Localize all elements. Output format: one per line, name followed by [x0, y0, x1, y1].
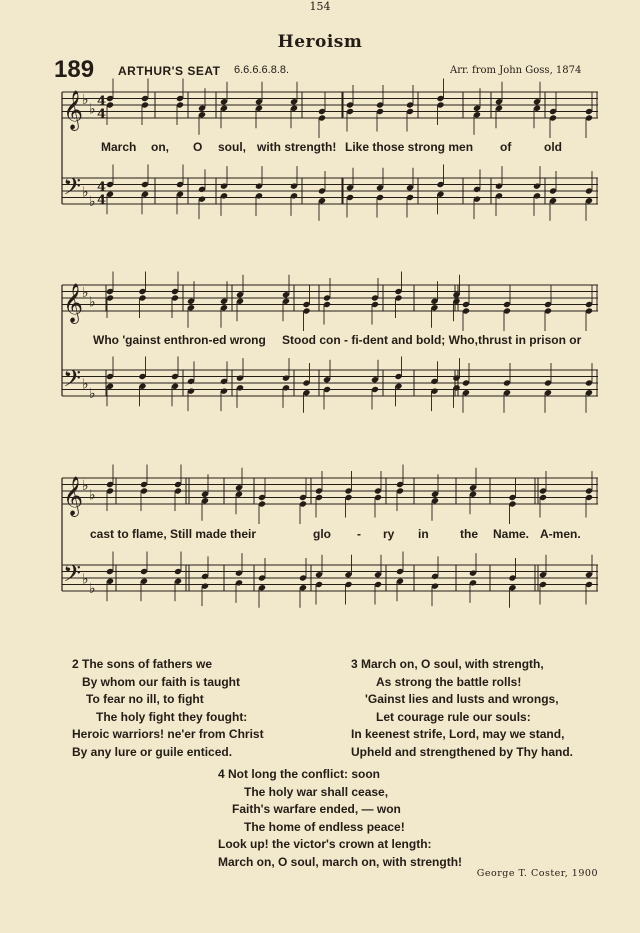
time-signature-top: 4 [97, 180, 107, 195]
verse-line: To fear no ill, to fight [86, 692, 204, 707]
lyric-word: the [460, 527, 478, 541]
verse-line: The home of endless peace! [244, 819, 405, 834]
verse-line: 3 March on, O soul, with strength, [351, 657, 544, 671]
verse-line: Let courage rule our souls: [376, 709, 531, 724]
verse-line: Heroic warriors! ne'er from Christ [72, 727, 264, 742]
treble-clef-icon: 𝄞 [63, 90, 84, 130]
section-title: Heroism [277, 32, 363, 52]
flat-icon: ♭ [89, 194, 96, 211]
flat-icon: ♭ [89, 386, 96, 403]
flat-icon: ♭ [89, 581, 96, 598]
lyric-word: with strength! [257, 140, 337, 154]
flat-icon: ♭ [82, 184, 89, 201]
treble-clef-icon: 𝄞 [63, 283, 84, 323]
flat-icon: ♭ [89, 487, 96, 504]
verse-line: In keenest strife, Lord, may we stand, [351, 727, 565, 742]
lyric-word: - [357, 527, 361, 541]
flat-icon: ♭ [82, 571, 89, 588]
verse-line: Upheld and strengthened by Thy hand. [351, 744, 574, 759]
page-number: 154 [309, 0, 331, 13]
verse-3 [351, 656, 573, 762]
tune-name: ARTHUR'S SEAT [118, 64, 221, 78]
flat-icon: ♭ [89, 101, 96, 118]
lyric-word: O [193, 140, 203, 154]
flat-icon: ♭ [82, 376, 89, 393]
lyric-word: March [101, 140, 137, 154]
time-signature-top: 4 [97, 94, 107, 109]
verse-2 [72, 656, 264, 762]
bass-clef-icon: 𝄢 [63, 172, 82, 206]
verse-line: Look up! the victor's crown at length: [218, 837, 432, 852]
bass-clef-icon: 𝄢 [63, 364, 82, 398]
lyric-word: Name. [493, 527, 530, 541]
lyric-word: soul, [218, 140, 247, 154]
flat-icon: ♭ [82, 284, 89, 301]
verse-line: Faith's warfare ended, — won [232, 802, 401, 817]
verse-line: The holy war shall cease, [244, 784, 389, 799]
lyric-word: of [500, 140, 512, 154]
verse-line: March on, O soul, march on, with strength! [218, 854, 463, 869]
lyric-line: cast to flame, Still made their [90, 527, 257, 541]
time-signature-bottom: 4 [97, 107, 107, 122]
verse-line: 2 The sons of fathers we [72, 657, 213, 671]
flat-icon: ♭ [89, 294, 96, 311]
lyric-word: ry [383, 527, 395, 541]
verse-4 [218, 766, 462, 872]
lyric-word: glo [313, 527, 331, 541]
lyric-word: in [418, 527, 429, 541]
time-signature-bottom: 4 [97, 193, 107, 208]
verse-line: The holy fight they fought: [96, 709, 248, 724]
lyric-word: Like those strong men [345, 140, 474, 154]
hymn-number: 189 [54, 56, 95, 83]
lyric-line: Who 'gainst enthron-ed wrong [93, 333, 266, 347]
bass-clef-icon: 𝄢 [63, 559, 82, 593]
flat-icon: ♭ [82, 477, 89, 494]
verse-line: 4 Not long the conflict: soon [218, 767, 380, 781]
arranger: Arr. from John Goss, 1874 [450, 65, 582, 76]
lyric-word: old [544, 140, 562, 154]
lyric-word: A-men. [540, 527, 581, 541]
author-credit: George T. Coster, 1900 [476, 868, 598, 879]
verse-line: By whom our faith is taught [82, 674, 240, 689]
lyric-line: Stood con - fi-dent and bold; Who,thrust in prison or [282, 333, 582, 347]
flat-icon: ♭ [82, 91, 89, 108]
treble-clef-icon: 𝄞 [63, 476, 84, 516]
meter: 6.6.6.6.8.8. [234, 64, 290, 76]
verse-line: By any lure or guile enticed. [72, 744, 233, 759]
verse-line: As strong the battle rolls! [376, 674, 522, 689]
verse-line: 'Gainst lies and lusts and wrongs, [365, 692, 559, 707]
lyric-word: on, [151, 140, 169, 154]
